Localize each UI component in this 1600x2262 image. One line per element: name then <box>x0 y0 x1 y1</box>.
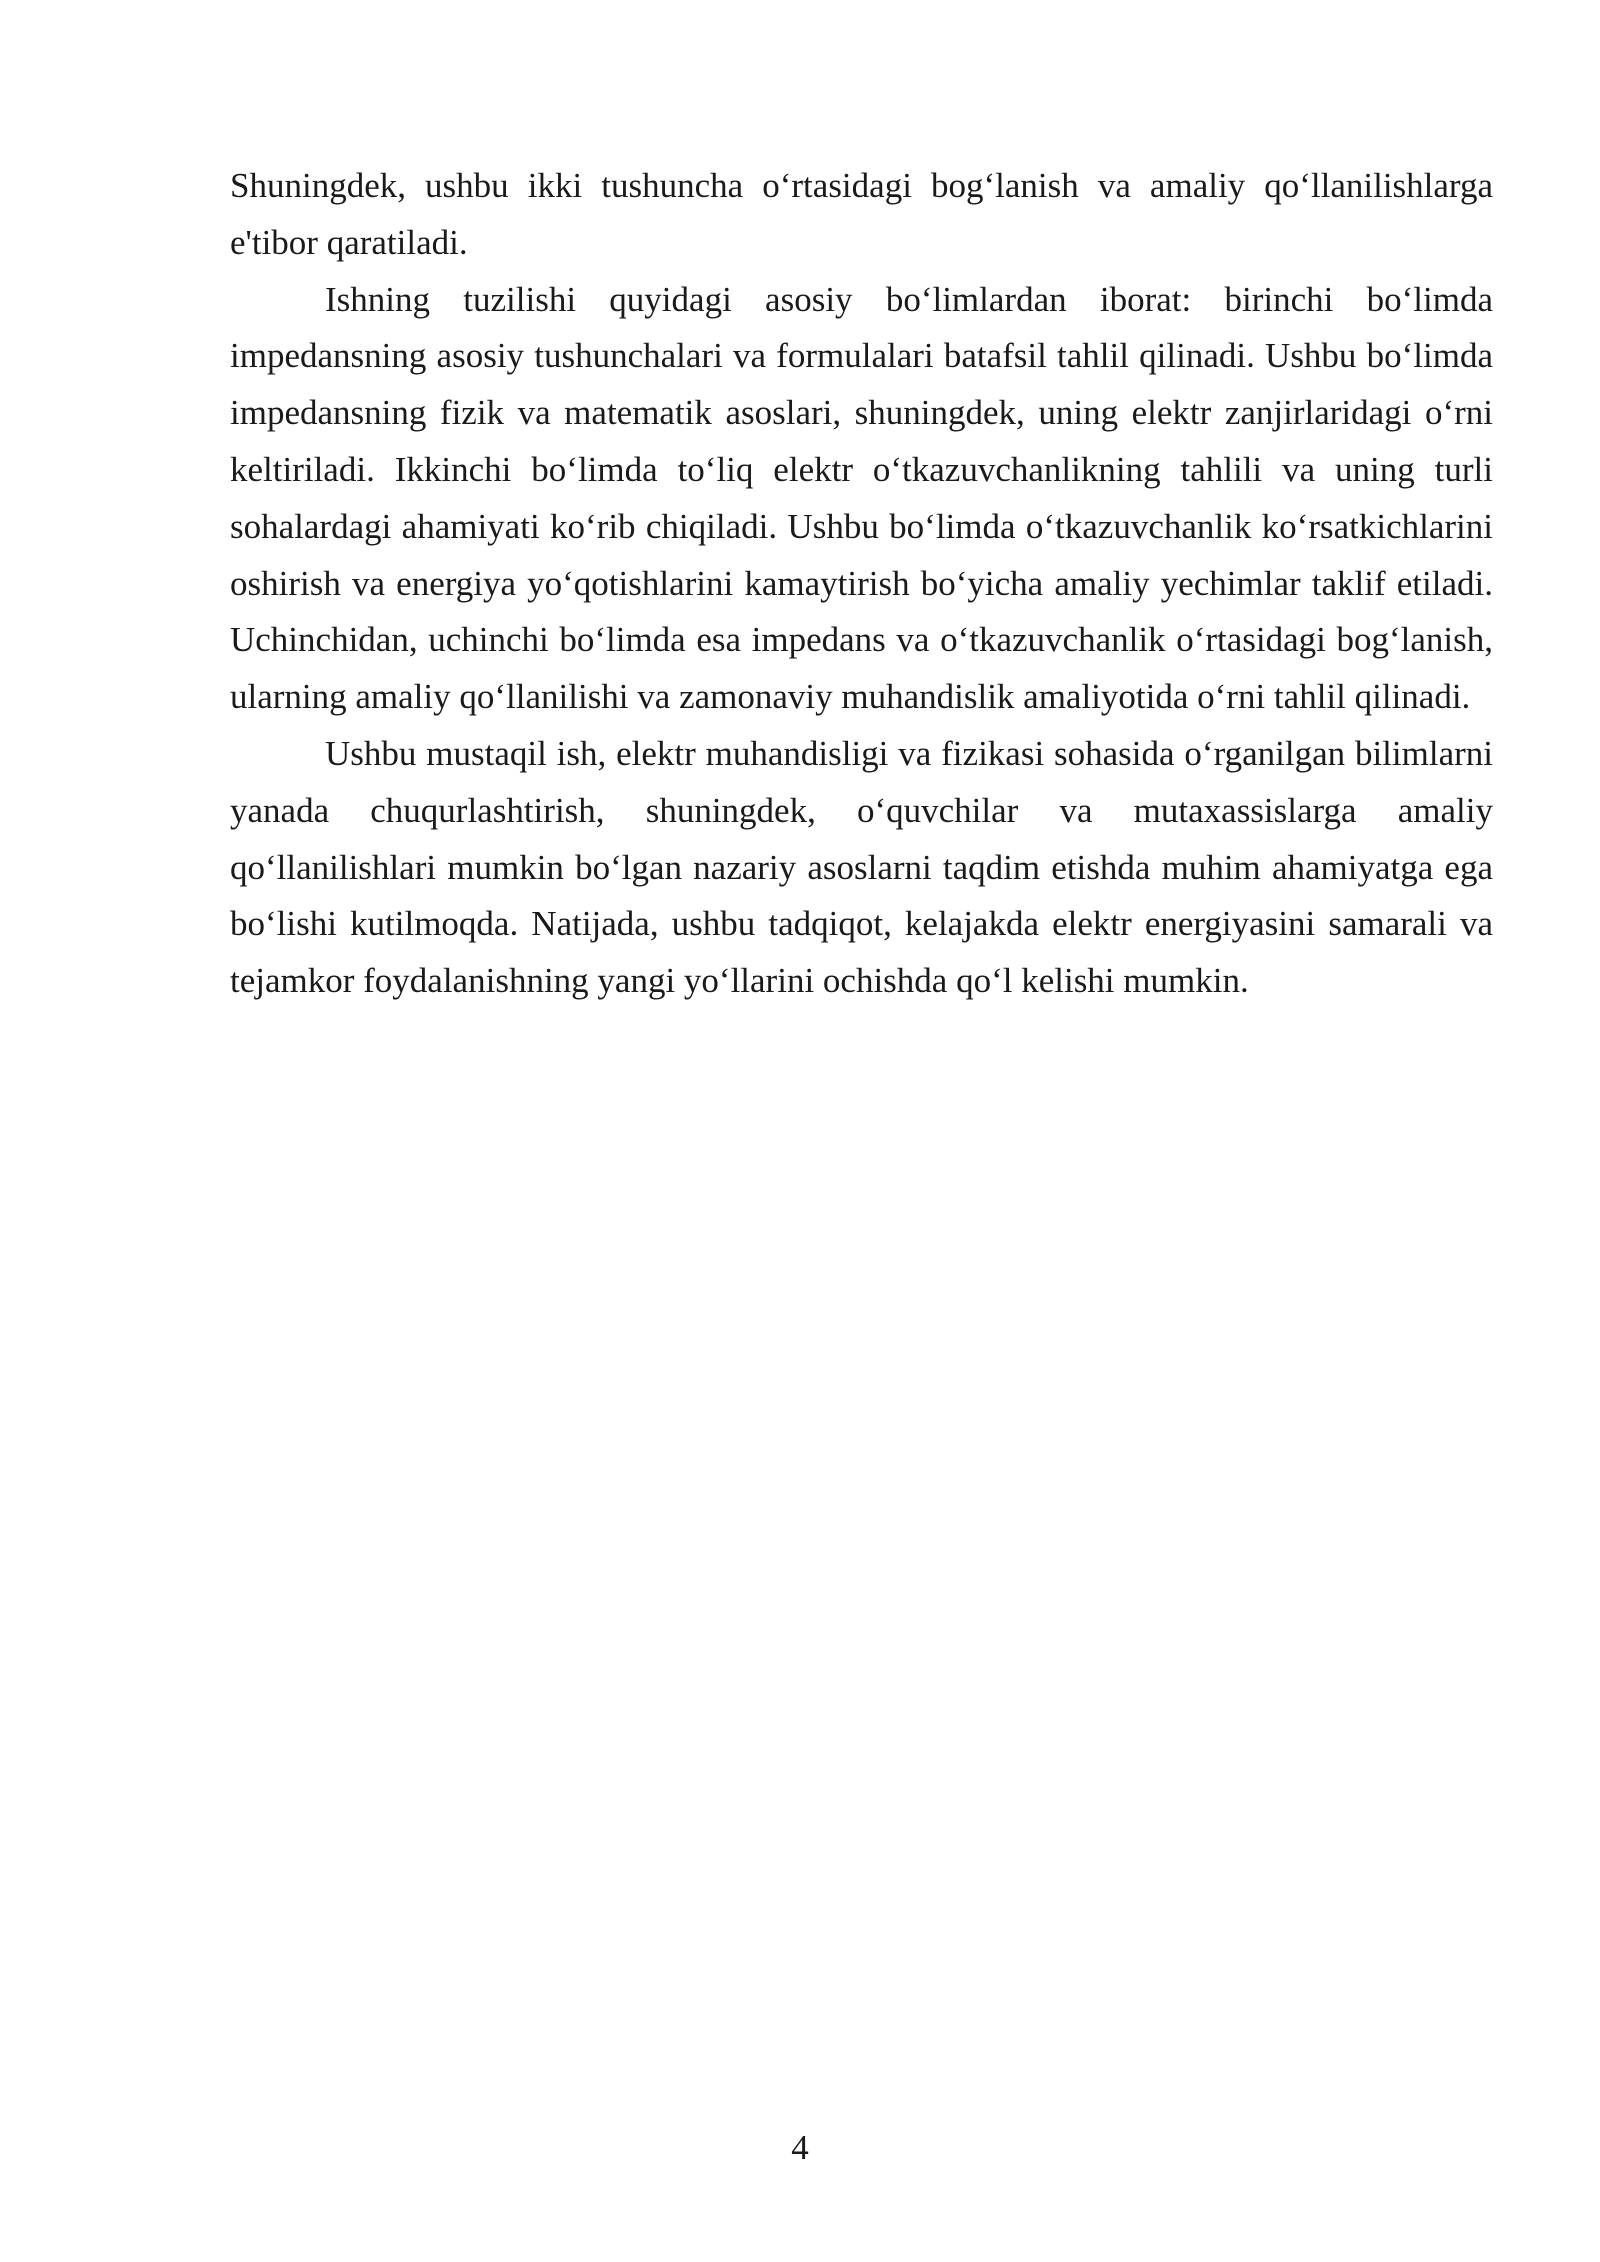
paragraph-3: Ushbu mustaqil ish, elektr muhandisligi va fizikasi sohasida o‘rganilgan bilimlarni yanada chuqurlashtirish, shuningdek, o‘quvchilar va mutaxassislarga amaliy qo‘llanilishlari mumkin bo‘lgan nazariy asoslarni taqdim etishda muhim ahamiyatga ega bo‘lishi kutilmoqda. Natijada, ushbu tadqiqot, kelajakda elektr energiyasini samarali va tejamkor foydalanishning yangi yo‘llarini ochishda qo‘l kelishi mumkin. <box>230 733 1493 1001</box>
page-number: 4 <box>791 2128 809 2167</box>
paragraph-1: Shuningdek, ushbu ikki tushuncha o‘rtasidagi bog‘lanish va amaliy qo‘llanilishlarga e'tibor qaratiladi. <box>230 166 1493 262</box>
paragraph-2: Ishning tuzilishi quyidagi asosiy bo‘limlardan iborat: birinchi bo‘limda impedansning asosiy tushunchalari va formulalari batafsil tahlil qilinadi. Ushbu bo‘limda impedansning fizik va matematik asoslari, shuningdek, uning elektr zanjirlaridagi o‘rni keltiriladi. Ikkinchi bo‘limda to‘liq elektr o‘tkazuvchanlikning tahlili va uning turli sohalardagi ahamiyati ko‘rib chiqiladi. Ushbu bo‘limda o‘tkazuvchanlik ko‘rsatkichlarini oshirish va energiya yo‘qotishlarini kamaytirish bo‘yicha amaliy yechimlar taklif etiladi. Uchinchidan, uchinchi bo‘limda esa impedans va o‘tkazuvchanlik o‘rtasidagi bog‘lanish, ularning amaliy qo‘llanilishi va zamonaviy muhandislik amaliyotida o‘rni tahlil qilinadi. <box>230 279 1493 717</box>
body-text <box>230 158 1493 1010</box>
